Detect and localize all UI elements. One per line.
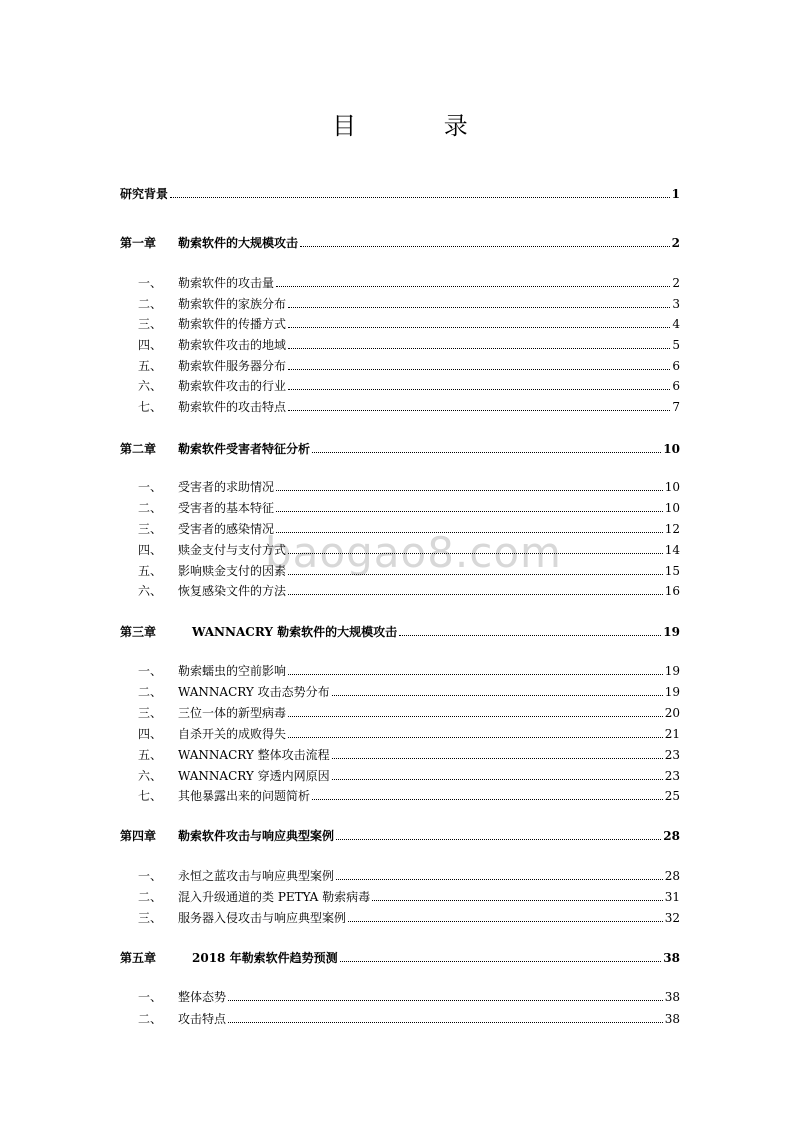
toc-leader <box>332 757 663 759</box>
toc-title: 勒索软件的家族分布 <box>178 297 287 311</box>
toc-page: 6 <box>672 379 680 393</box>
toc-page: 38 <box>664 990 680 1004</box>
toc-leader <box>170 196 670 198</box>
toc-title: 勒索软件的攻击特点 <box>178 400 287 414</box>
toc-number: 四、 <box>138 727 163 741</box>
toc-title: 受害者的基本特征 <box>178 501 275 515</box>
toc-title: WANNACRY 勒索软件的大规模攻击 <box>192 625 398 639</box>
toc-page: 32 <box>664 911 680 925</box>
toc-page: 14 <box>664 543 680 557</box>
toc-chapter-3[interactable] <box>120 621 680 639</box>
toc-item[interactable] <box>120 293 680 311</box>
toc-leader <box>288 736 663 738</box>
toc-leader <box>300 245 670 247</box>
toc-leader <box>228 1021 663 1023</box>
toc-item[interactable] <box>120 396 680 414</box>
toc-item[interactable] <box>120 518 680 536</box>
toc-title: 受害者的求助情况 <box>178 480 275 494</box>
toc-item[interactable] <box>120 785 680 803</box>
toc-page: 28 <box>664 869 680 883</box>
toc-title: 勒索软件攻击的行业 <box>178 379 287 393</box>
toc-page: 19 <box>663 625 680 639</box>
toc-number: 第五章 <box>120 951 157 965</box>
toc-title: 勒索软件的攻击量 <box>178 276 275 290</box>
toc-leader <box>312 451 661 453</box>
toc-leader <box>336 878 663 880</box>
toc-chapter-5[interactable] <box>120 947 680 965</box>
toc-item[interactable] <box>120 375 680 393</box>
toc-page: 25 <box>664 789 680 803</box>
toc-page: 10 <box>664 480 680 494</box>
toc-title: 勒索软件的传播方式 <box>178 317 287 331</box>
toc-leader <box>228 999 663 1001</box>
toc-number: 一、 <box>138 480 163 494</box>
toc-number: 六、 <box>138 769 163 783</box>
toc-page: 7 <box>672 400 680 414</box>
toc-number: 第二章 <box>120 442 157 456</box>
toc-number: 二、 <box>138 890 163 904</box>
toc-page: 2 <box>671 236 680 250</box>
toc-leader <box>332 694 663 696</box>
toc-page: 3 <box>672 297 680 311</box>
toc-title: 混入升级通道的类 PETYA 勒索病毒 <box>178 890 371 904</box>
toc-page: 21 <box>664 727 680 741</box>
toc-number: 一、 <box>138 869 163 883</box>
toc-page: 28 <box>663 829 680 843</box>
toc-leader <box>288 306 670 308</box>
toc-item[interactable] <box>120 702 680 720</box>
toc-item[interactable] <box>120 1008 680 1026</box>
toc-number: 二、 <box>138 685 163 699</box>
toc-item[interactable] <box>120 272 680 290</box>
toc-item[interactable] <box>120 765 680 783</box>
toc-number: 二、 <box>138 501 163 515</box>
toc-item[interactable] <box>120 986 680 1004</box>
toc-number: 一、 <box>138 990 163 1004</box>
toc-leader <box>340 960 662 962</box>
toc-leader <box>288 573 663 575</box>
toc-item[interactable] <box>120 744 680 762</box>
toc-title: 勒索蠕虫的空前影响 <box>178 664 287 678</box>
toc-title: 受害者的感染情况 <box>178 522 275 536</box>
toc-number: 第一章 <box>120 236 157 250</box>
toc-page: 10 <box>664 501 680 515</box>
toc-number: 七、 <box>138 789 163 803</box>
toc-title: 勒索软件受害者特征分析 <box>178 442 311 456</box>
toc-number: 五、 <box>138 359 163 373</box>
toc-item[interactable] <box>120 865 680 883</box>
toc-title: 整体态势 <box>178 990 227 1004</box>
toc-title: 自杀开关的成败得失 <box>178 727 287 741</box>
toc-number: 三、 <box>138 911 163 925</box>
toc-leader <box>288 409 670 411</box>
toc-page: 1 <box>671 187 680 201</box>
toc-chapter-4[interactable] <box>120 825 680 843</box>
toc-number: 三、 <box>138 706 163 720</box>
toc-number: 二、 <box>138 1012 163 1026</box>
toc-leader <box>276 489 663 491</box>
toc-leader <box>276 531 663 533</box>
toc-number: 四、 <box>138 338 163 352</box>
toc-item[interactable] <box>120 907 680 925</box>
toc-title: 勒索软件的大规模攻击 <box>178 236 299 250</box>
toc-leader <box>288 368 670 370</box>
toc-leader <box>312 798 663 800</box>
toc-item[interactable] <box>120 539 680 557</box>
toc-page: 19 <box>664 685 680 699</box>
toc-item[interactable] <box>120 681 680 699</box>
toc-title: 三位一体的新型病毒 <box>178 706 287 720</box>
toc-number: 三、 <box>138 522 163 536</box>
toc-number: 五、 <box>138 748 163 762</box>
toc-title: 2018 年勒索软件趋势预测 <box>192 951 338 965</box>
toc-item[interactable] <box>120 560 680 578</box>
toc-leader <box>288 326 670 328</box>
toc-leader <box>276 285 670 287</box>
toc-page: 23 <box>664 769 680 783</box>
toc-item[interactable] <box>120 580 680 598</box>
toc-number: 一、 <box>138 664 163 678</box>
toc-number: 第四章 <box>120 829 157 843</box>
toc-title: WANNACRY 整体攻击流程 <box>178 748 330 762</box>
toc-item[interactable] <box>120 355 680 373</box>
toc-item[interactable] <box>120 334 680 352</box>
toc-page: 19 <box>664 664 680 678</box>
toc-leader <box>348 920 663 922</box>
toc-number: 六、 <box>138 379 163 393</box>
toc-leader <box>288 552 663 554</box>
toc-title: 攻击特点 <box>178 1012 227 1026</box>
toc-item[interactable] <box>120 313 680 331</box>
toc-item[interactable] <box>120 723 680 741</box>
watermark: baogao8.com <box>265 528 562 577</box>
toc-item[interactable] <box>120 886 680 904</box>
toc-title: 影响赎金支付的因素 <box>178 564 287 578</box>
toc-chapter-2[interactable] <box>120 438 680 456</box>
toc-page: 38 <box>663 951 680 965</box>
toc-leader <box>332 778 663 780</box>
toc-title: 勒索软件服务器分布 <box>178 359 287 373</box>
toc-number: 七、 <box>138 400 163 414</box>
toc-page: 31 <box>664 890 680 904</box>
toc-number: 一、 <box>138 276 163 290</box>
toc-item[interactable] <box>120 476 680 494</box>
toc-page: 12 <box>664 522 680 536</box>
toc-page: 5 <box>672 338 680 352</box>
toc-leader <box>336 838 661 840</box>
toc-page: 2 <box>672 276 680 290</box>
toc-page: 20 <box>664 706 680 720</box>
toc-number: 五、 <box>138 564 163 578</box>
toc-leader <box>288 673 663 675</box>
page-title: 目 录 <box>332 112 508 140</box>
toc-leader <box>288 593 663 595</box>
toc-title: 勒索软件攻击的地域 <box>178 338 287 352</box>
toc-number: 三、 <box>138 317 163 331</box>
toc-title: WANNACRY 攻击态势分布 <box>178 685 330 699</box>
toc-number: 六、 <box>138 584 163 598</box>
toc-leader <box>276 510 663 512</box>
toc-number: 第三章 <box>120 625 157 639</box>
toc-title: 永恒之蓝攻击与响应典型案例 <box>178 869 335 883</box>
toc-page: 15 <box>664 564 680 578</box>
toc-leader <box>399 634 661 636</box>
toc-leader <box>288 347 670 349</box>
toc-page: 4 <box>672 317 680 331</box>
toc-item[interactable] <box>120 660 680 678</box>
toc-title: WANNACRY 穿透内网原因 <box>178 769 330 783</box>
toc-title: 勒索软件攻击与响应典型案例 <box>178 829 335 843</box>
toc-page: 16 <box>664 584 680 598</box>
toc-item[interactable] <box>120 497 680 515</box>
toc-number: 二、 <box>138 297 163 311</box>
toc-title: 赎金支付与支付方式 <box>178 543 287 557</box>
toc-title: 其他暴露出来的问题简析 <box>178 789 311 803</box>
toc-page: 6 <box>672 359 680 373</box>
toc-leader <box>288 388 670 390</box>
toc-title: 服务器入侵攻击与响应典型案例 <box>178 911 347 925</box>
toc-page: 23 <box>664 748 680 762</box>
toc-page: 38 <box>664 1012 680 1026</box>
toc-leader <box>288 715 663 717</box>
toc-title: 恢复感染文件的方法 <box>178 584 287 598</box>
toc-number: 四、 <box>138 543 163 557</box>
toc-entry-background[interactable] <box>120 183 680 201</box>
toc-title: 研究背景 <box>120 187 169 201</box>
toc-page: 10 <box>663 442 680 456</box>
toc-leader <box>372 899 663 901</box>
toc-chapter-1[interactable] <box>120 232 680 250</box>
